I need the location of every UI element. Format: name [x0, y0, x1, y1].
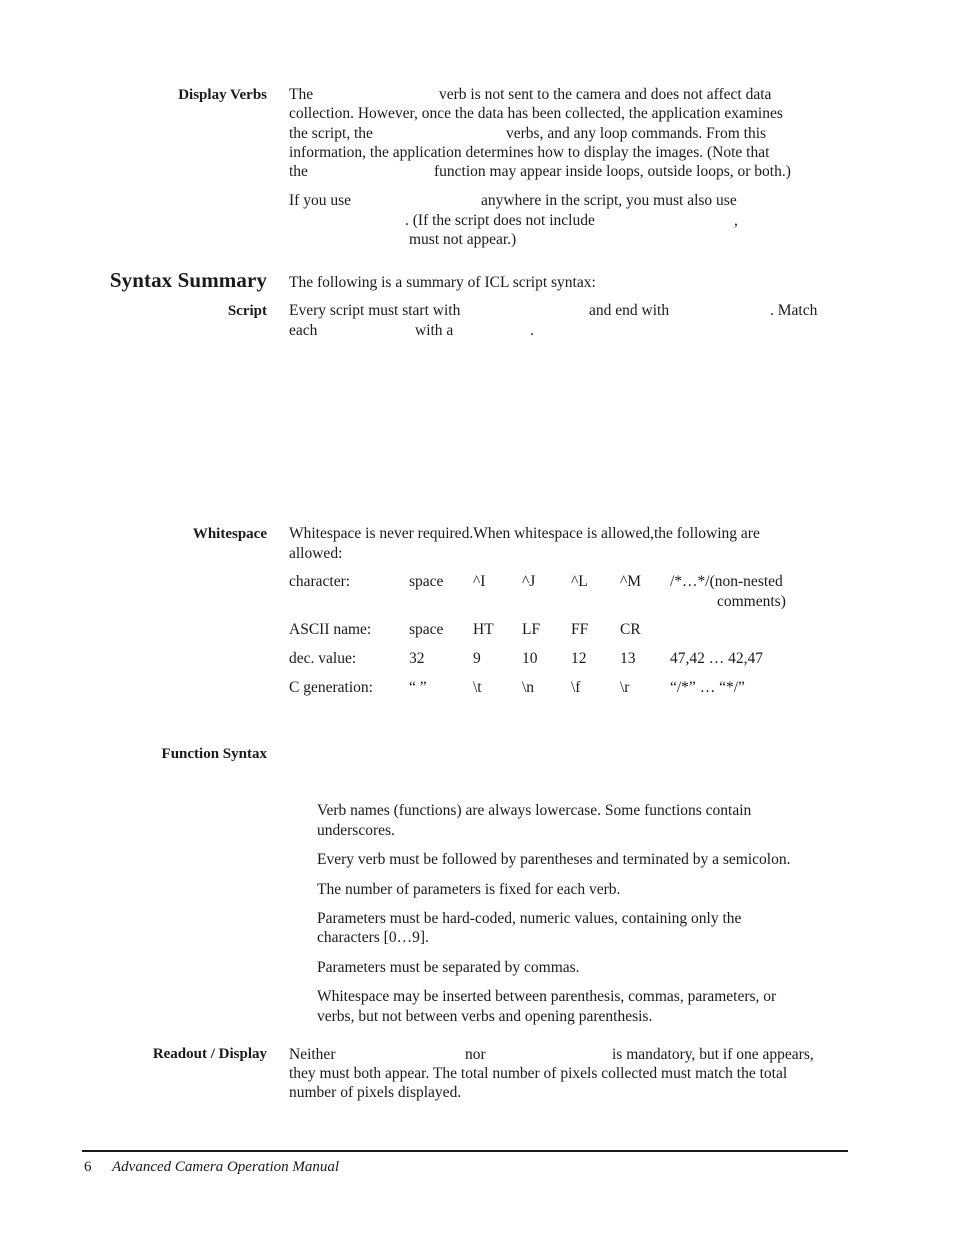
display-verbs-line-2: collection. However, once the data has been collected, the application examines — [289, 105, 783, 122]
whitespace-intro-line-2: allowed: — [289, 545, 343, 562]
list-item-continuation: characters [0…9]. — [317, 929, 429, 946]
page-number: 6 — [84, 1159, 92, 1175]
readout-line-3: number of pixels displayed. — [289, 1084, 462, 1101]
table-cell: 13 — [620, 650, 636, 667]
list-item-continuation: verbs, but not between verbs and opening parenthesis. — [317, 1008, 653, 1025]
readout-line-2: they must both appear. The total number of pixels collected must match the total — [289, 1065, 788, 1082]
table-cell: ^I — [473, 573, 486, 590]
manual-title: Advanced Camera Operation Manual — [112, 1159, 340, 1175]
list-item: Every verb must be followed by parentheses and terminated by a semicolon. — [317, 851, 791, 868]
table-cell: 32 — [409, 650, 425, 667]
table-cell: ^L — [571, 573, 588, 590]
display-verbs-line-5a: the — [289, 163, 308, 180]
readout-line-1a: Neither — [289, 1046, 336, 1063]
readout-line-1c: is mandatory, but if one appears, — [612, 1046, 814, 1063]
table-row-label: ASCII name: — [289, 621, 372, 638]
table-cell: ^M — [620, 573, 642, 590]
table-cell: ^J — [522, 573, 536, 590]
table-cell: 12 — [571, 650, 587, 667]
whitespace-intro-line-1: Whitespace is never required.When whitespace is allowed,the following are — [289, 525, 760, 542]
table-cell: “/*” … “*/” — [670, 679, 745, 696]
table-cell: 9 — [473, 650, 481, 667]
display-verbs-p2-line-2a: . (If the script does not include — [405, 212, 595, 229]
section-heading-syntax-summary: Syntax Summary — [109, 268, 267, 292]
footer-divider — [82, 1150, 848, 1152]
section-label-script: Script — [227, 303, 267, 319]
script-line-1c: . Match — [770, 302, 818, 319]
script-line-2b: with a — [415, 322, 454, 339]
display-verbs-p2-line-1a: If you use — [289, 192, 351, 209]
table-row-label: dec. value: — [289, 650, 357, 667]
script-line-1b: and end with — [589, 302, 670, 319]
display-verbs-p2-line-2b: , — [734, 212, 738, 229]
table-cell: 10 — [522, 650, 538, 667]
display-verbs-line-1b: verb is not sent to the camera and does not affect data — [439, 86, 772, 103]
list-item: Parameters must be separated by commas. — [317, 959, 580, 976]
display-verbs-line-4: information, the application determines how to display the images. (Note that — [289, 144, 770, 161]
display-verbs-line-5b: function may appear inside loops, outside loops, or both.) — [434, 163, 791, 180]
table-cell: \f — [571, 679, 581, 696]
list-item: Parameters must be hard-coded, numeric values, containing only the — [317, 910, 742, 927]
list-item: Whitespace may be inserted between parenthesis, commas, parameters, or — [317, 988, 777, 1005]
table-cell: LF — [522, 621, 541, 638]
table-row-label: C generation: — [289, 679, 373, 696]
section-label-readout-display: Readout / Display — [152, 1046, 267, 1062]
display-verbs-p2-line-1b: anywhere in the script, you must also use — [481, 192, 737, 209]
table-cell: FF — [571, 621, 589, 638]
table-cell: “ ” — [409, 679, 427, 696]
script-line-1a: Every script must start with — [289, 302, 461, 319]
table-cell: CR — [620, 621, 641, 638]
display-verbs-p2-line-3: must not appear.) — [409, 231, 517, 248]
display-verbs-line-3a: the script, the — [289, 125, 373, 142]
table-cell: space — [409, 621, 444, 638]
display-verbs-line-1a: The — [289, 86, 314, 103]
table-cell: 47,42 … 42,47 — [670, 650, 763, 667]
display-verbs-line-3b: verbs, and any loop commands. From this — [506, 125, 767, 142]
list-item: Verb names (functions) are always lowercase. Some functions contain — [317, 802, 752, 819]
list-item: The number of parameters is fixed for each verb. — [317, 881, 621, 898]
table-cell: \r — [620, 679, 630, 696]
script-line-2c: . — [530, 322, 534, 339]
table-cell: space — [409, 573, 444, 590]
table-cell: \n — [522, 679, 535, 696]
table-cell: HT — [473, 621, 494, 638]
section-label-function-syntax: Function Syntax — [161, 746, 267, 762]
list-item-continuation: underscores. — [317, 822, 395, 839]
script-line-2a: each — [289, 322, 318, 339]
syntax-summary-intro: The following is a summary of ICL script syntax: — [289, 274, 596, 291]
section-label-whitespace: Whitespace — [192, 526, 267, 542]
readout-line-1b: nor — [465, 1046, 486, 1063]
section-label-display-verbs: Display Verbs — [178, 87, 267, 103]
table-cell: comments) — [717, 593, 786, 610]
table-cell: \t — [473, 679, 482, 696]
table-row-label: character: — [289, 573, 351, 590]
table-cell: /*…*/(non-nested — [670, 573, 783, 590]
